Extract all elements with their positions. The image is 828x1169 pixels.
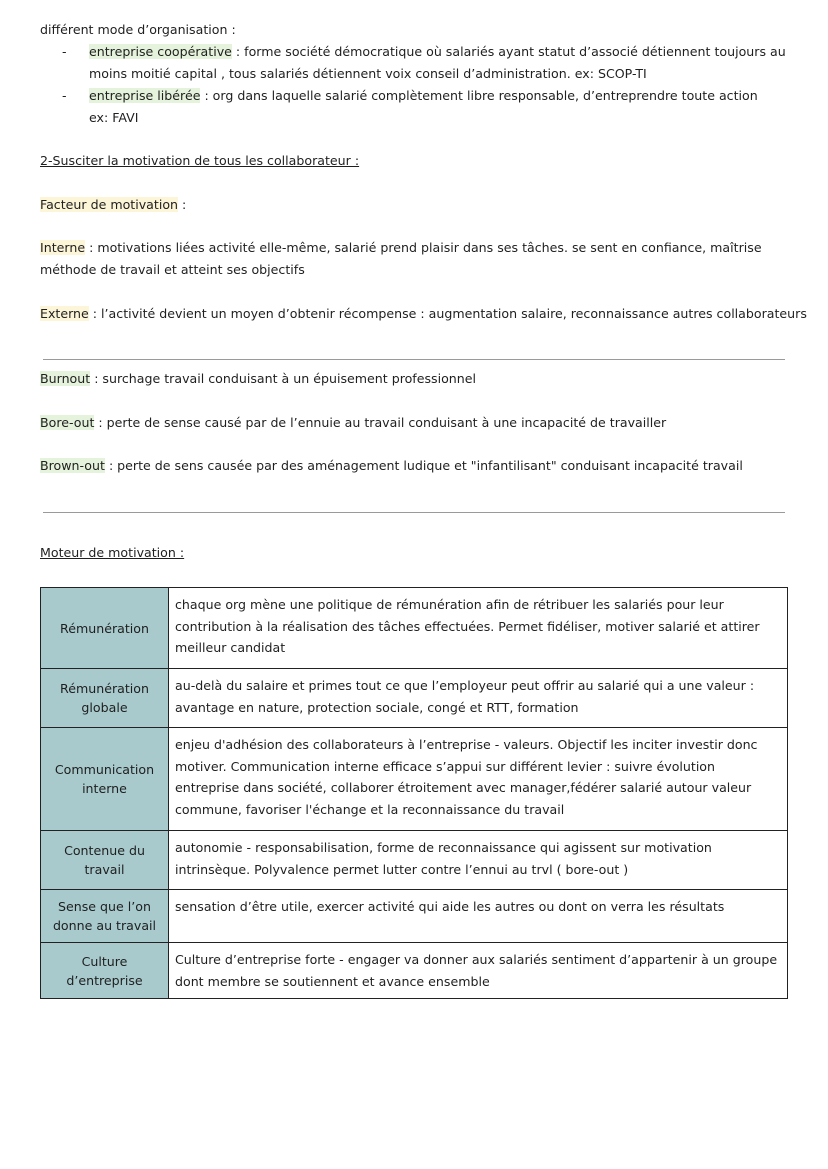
row-header-cell: Culture d’entreprise — [41, 943, 169, 999]
burnout-line: Burnout : surchage travail conduisant à un épuisement professionnel — [40, 371, 477, 386]
table-row — [41, 588, 788, 669]
term-brownout: Brown-out — [40, 458, 105, 473]
facteur-line: Facteur de motivation : — [40, 197, 187, 212]
table-row — [41, 943, 788, 999]
motivation-table — [40, 587, 788, 999]
table-row — [41, 831, 788, 890]
term-burnout: Burnout — [40, 371, 91, 386]
interne-line: Interne : motivations liées activité elle-même, salarié prend plaisir dans ses tâches. se sent en confiance, maîtrise — [40, 240, 762, 255]
section-heading: Moteur de motivation : — [40, 545, 185, 560]
term-externe: Externe — [40, 306, 89, 321]
definition-text: : forme société démocratique où salariés ayant statut d’associé détiennent toujours au — [231, 44, 786, 59]
term-entreprise-cooperative: entreprise coopérative — [89, 44, 232, 59]
row-value-cell: enjeu d'adhésion des collaborateurs à l’entreprise - valeurs. Objectif les inciter investir donc motiver. Communication interne efficace s’appui sur différent levier : suivre évolution entreprise dans société, collaborer étroitement avec manager,fédérer salarié autour valeur commune, favoriser l'échange et la reconnaissance du travail — [169, 728, 788, 831]
horizontal-divider — [43, 359, 785, 360]
row-value-cell: au-delà du salaire et primes tout ce que l’employeur peut offrir au salarié qui a une valeur : avantage en nature, protection sociale, congé et RTT, formation — [169, 669, 788, 728]
row-header-cell: Rémunération — [41, 588, 169, 669]
definition-continuation: moins moitié capital , tous salariés détiennent voix conseil d’administration. ex: SCOP-TI — [89, 66, 647, 81]
table-row — [41, 728, 788, 831]
boreout-line: Bore-out : perte de sense causé par de l’ennuie au travail conduisant à une incapacité de travailler — [40, 415, 667, 430]
bullet-marker: - — [62, 88, 67, 103]
row-header-cell: Communication interne — [41, 728, 169, 831]
externe-line: Externe : l’activité devient un moyen d’obtenir récompense : augmentation salaire, reconnaissance autres collaborateurs — [40, 306, 807, 321]
section-heading: 2-Susciter la motivation de tous les collaborateur : — [40, 153, 360, 168]
bullet-marker: - — [62, 44, 67, 59]
definition-text: : org dans laquelle salarié complètement libre responsable, d’entreprendre toute action — [200, 88, 758, 103]
row-header-cell: Contenue du travail — [41, 831, 169, 890]
intro-line: différent mode d’organisation : — [40, 22, 236, 37]
row-value-cell: sensation d’être utile, exercer activité qui aide les autres ou dont on verra les résultats — [169, 890, 788, 943]
row-value-cell: Culture d’entreprise forte - engager va donner aux salariés sentiment d’appartenir à un groupe dont membre se soutiennent et avance ensemble — [169, 943, 788, 999]
term-interne: Interne — [40, 240, 86, 255]
row-value-cell: autonomie - responsabilisation, forme de reconnaissance qui agissent sur motivation intrinsèque. Polyvalence permet lutter contre l’ennui au trvl ( bore-out ) — [169, 831, 788, 890]
row-header-cell: Sense que l’on donne au travail — [41, 890, 169, 943]
term-facteur: Facteur de motivation — [40, 197, 179, 212]
horizontal-divider — [43, 512, 785, 513]
term-entreprise-liberee: entreprise libérée — [89, 88, 201, 103]
interne-continuation: méthode de travail et atteint ses objectifs — [40, 262, 305, 277]
brownout-line: Brown-out : perte de sens causée par des aménagement ludique et "infantilisant" conduisant incapacité travail — [40, 458, 743, 473]
term-boreout: Bore-out — [40, 415, 95, 430]
table-row — [41, 669, 788, 728]
row-header-cell: Rémunération globale — [41, 669, 169, 728]
row-value-cell: chaque org mène une politique de rémunération afin de rétribuer les salariés pour leur contribution à la réalisation des tâches effectuées. Permet fidéliser, motiver salarié et attirer meilleur candidat — [169, 588, 788, 669]
table-row — [41, 890, 788, 943]
definition-continuation: ex: FAVI — [89, 110, 139, 125]
